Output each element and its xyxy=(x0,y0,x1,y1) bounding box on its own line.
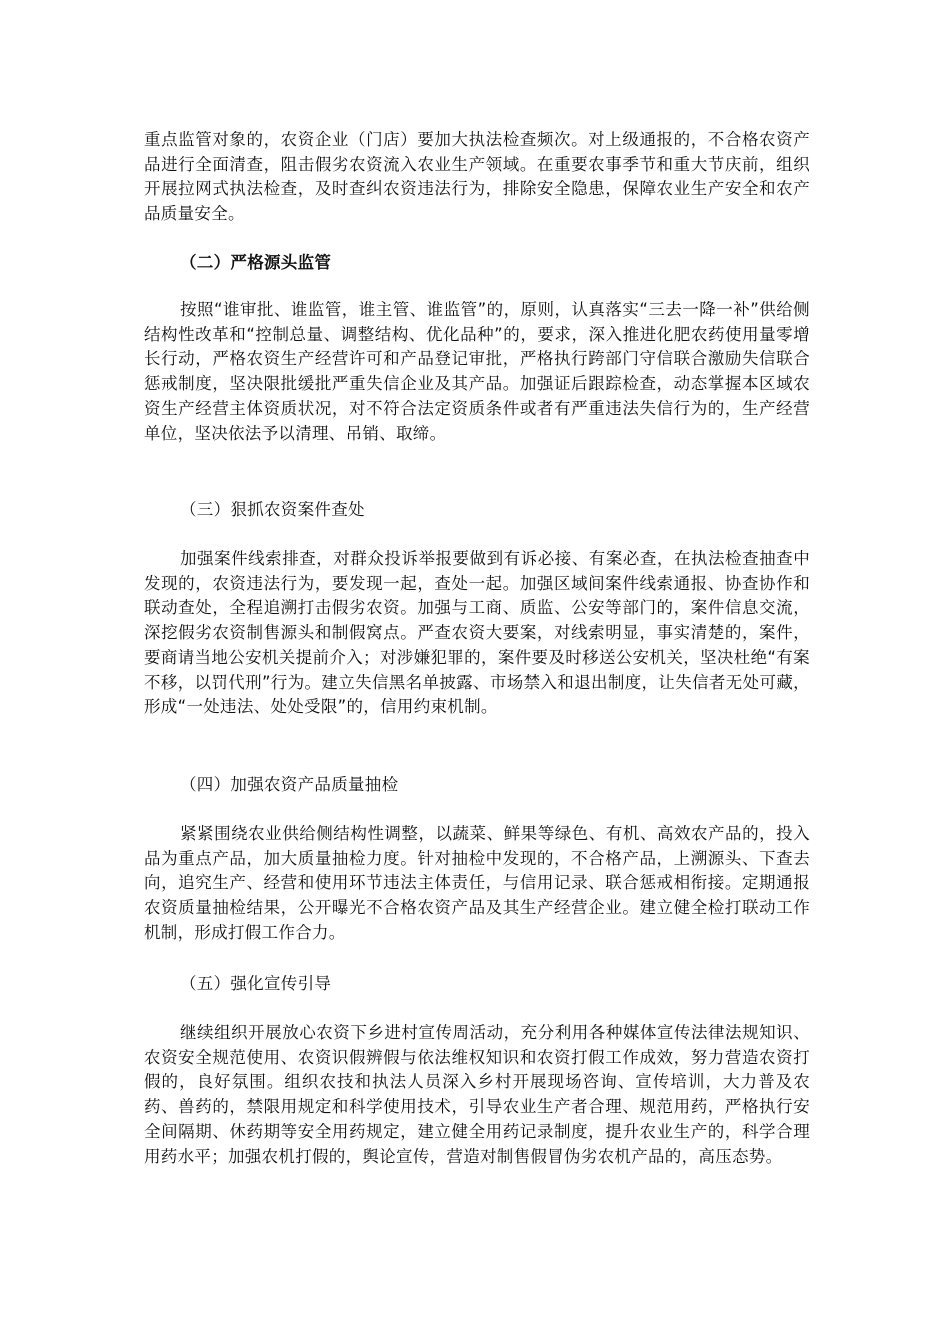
heading-case-handling: （三）狠抓农资案件查处 xyxy=(180,500,365,519)
paragraph-case-handling: 加强案件线索排查，对群众投诉举报要做到有诉必接、有案必查，在执法检查抽查中发现的，农资违法行为，要发现一起，查处一起。加强区域间案件线索通报、协查协作和联动查处，全程追溯打击假劣农资。加强与工商、质监、公安等部门的，案件信息交流，深挖假劣农资制售源头和制假窝点。严查农资大要案，对线索明显，事实清楚的，案件，要商请当地公安机关提前介入；对涉嫌犯罪的，案件要及时移送公安机关，坚决杜绝“有案不移，以罚代刑”行为。建立失信黑名单披露、市场禁入和退出制度，让失信者无处可藏，形成“一处违法、处处受限”的，信用约束机制。 xyxy=(144,549,810,717)
paragraph-publicity-guidance: 继续组织开展放心农资下乡进村宣传周活动，充分利用各种媒体宣传法律法规知识、农资安全规范使用、农资识假辨假与依法维权知识和农资打假工作成效，努力营造农资打假的，良好氛围。组织农技和执法人员深入乡村开展现场咨询、宣传培训，大力普及农药、兽药的，禁限用规定和科学使用技术，引导农业生产者合理、规范用药，严格执行安全间隔期、休药期等安全用药规定，建立健全用药记录制度，提升农业生产的，科学合理用药水平；加强农机打假的，舆论宣传，营造对制售假冒伪劣农机产品的，高压态势。 xyxy=(144,1023,810,1166)
paragraph-source-supervision: 按照“谁审批、谁监管，谁主管、谁监管”的，原则，认真落实“三去一降一补”供给侧结构性改革和“控制总量、调整结构、优化品种”的，要求，深入推进化肥农药使用量零增长行动，严格农资生产经营许可和产品登记审批，严格执行跨部门守信联合激励失信联合惩戒制度，坚决限批缓批严重失信企业及其产品。加强证后跟踪检查，动态掌握本区域农资生产经营主体资质状况，对不符合法定资质条件或者有严重违法失信行为的，生产经营单位，坚决依法予以清理、吊销、取缔。 xyxy=(144,300,810,443)
paragraph-quality-inspection: 紧紧围绕农业供给侧结构性调整，以蔬菜、鲜果等绿色、有机、高效农产品的，投入品为重点产品，加大质量抽检力度。针对抽检中发现的，不合格产品，上溯源头、下查去向，追究生产、经营和使用环节违法主体责任，与信用记录、联合惩戒相衔接。定期通报农资质量抽检结果，公开曝光不合格农资产品及其生产经营企业。建立健全检打联动工作机制，形成打假工作合力。 xyxy=(144,824,810,942)
heading-publicity-guidance: （五）强化宣传引导 xyxy=(180,974,332,993)
heading-quality-inspection: （四）加强农资产品质量抽检 xyxy=(180,775,399,794)
paragraph-supervision-targets: 重点监管对象的，农资企业（门店）要加大执法检查频次。对上级通报的，不合格农资产品进行全面清查，阻击假劣农资流入农业生产领域。在重要农事季节和重大节庆前，组织开展拉网式执法检查，及时查纠农资违法行为，排除安全隐患，保障农业生产安全和农产品质量安全。 xyxy=(144,130,810,224)
heading-source-supervision: （二）严格源头监管 xyxy=(180,253,332,272)
